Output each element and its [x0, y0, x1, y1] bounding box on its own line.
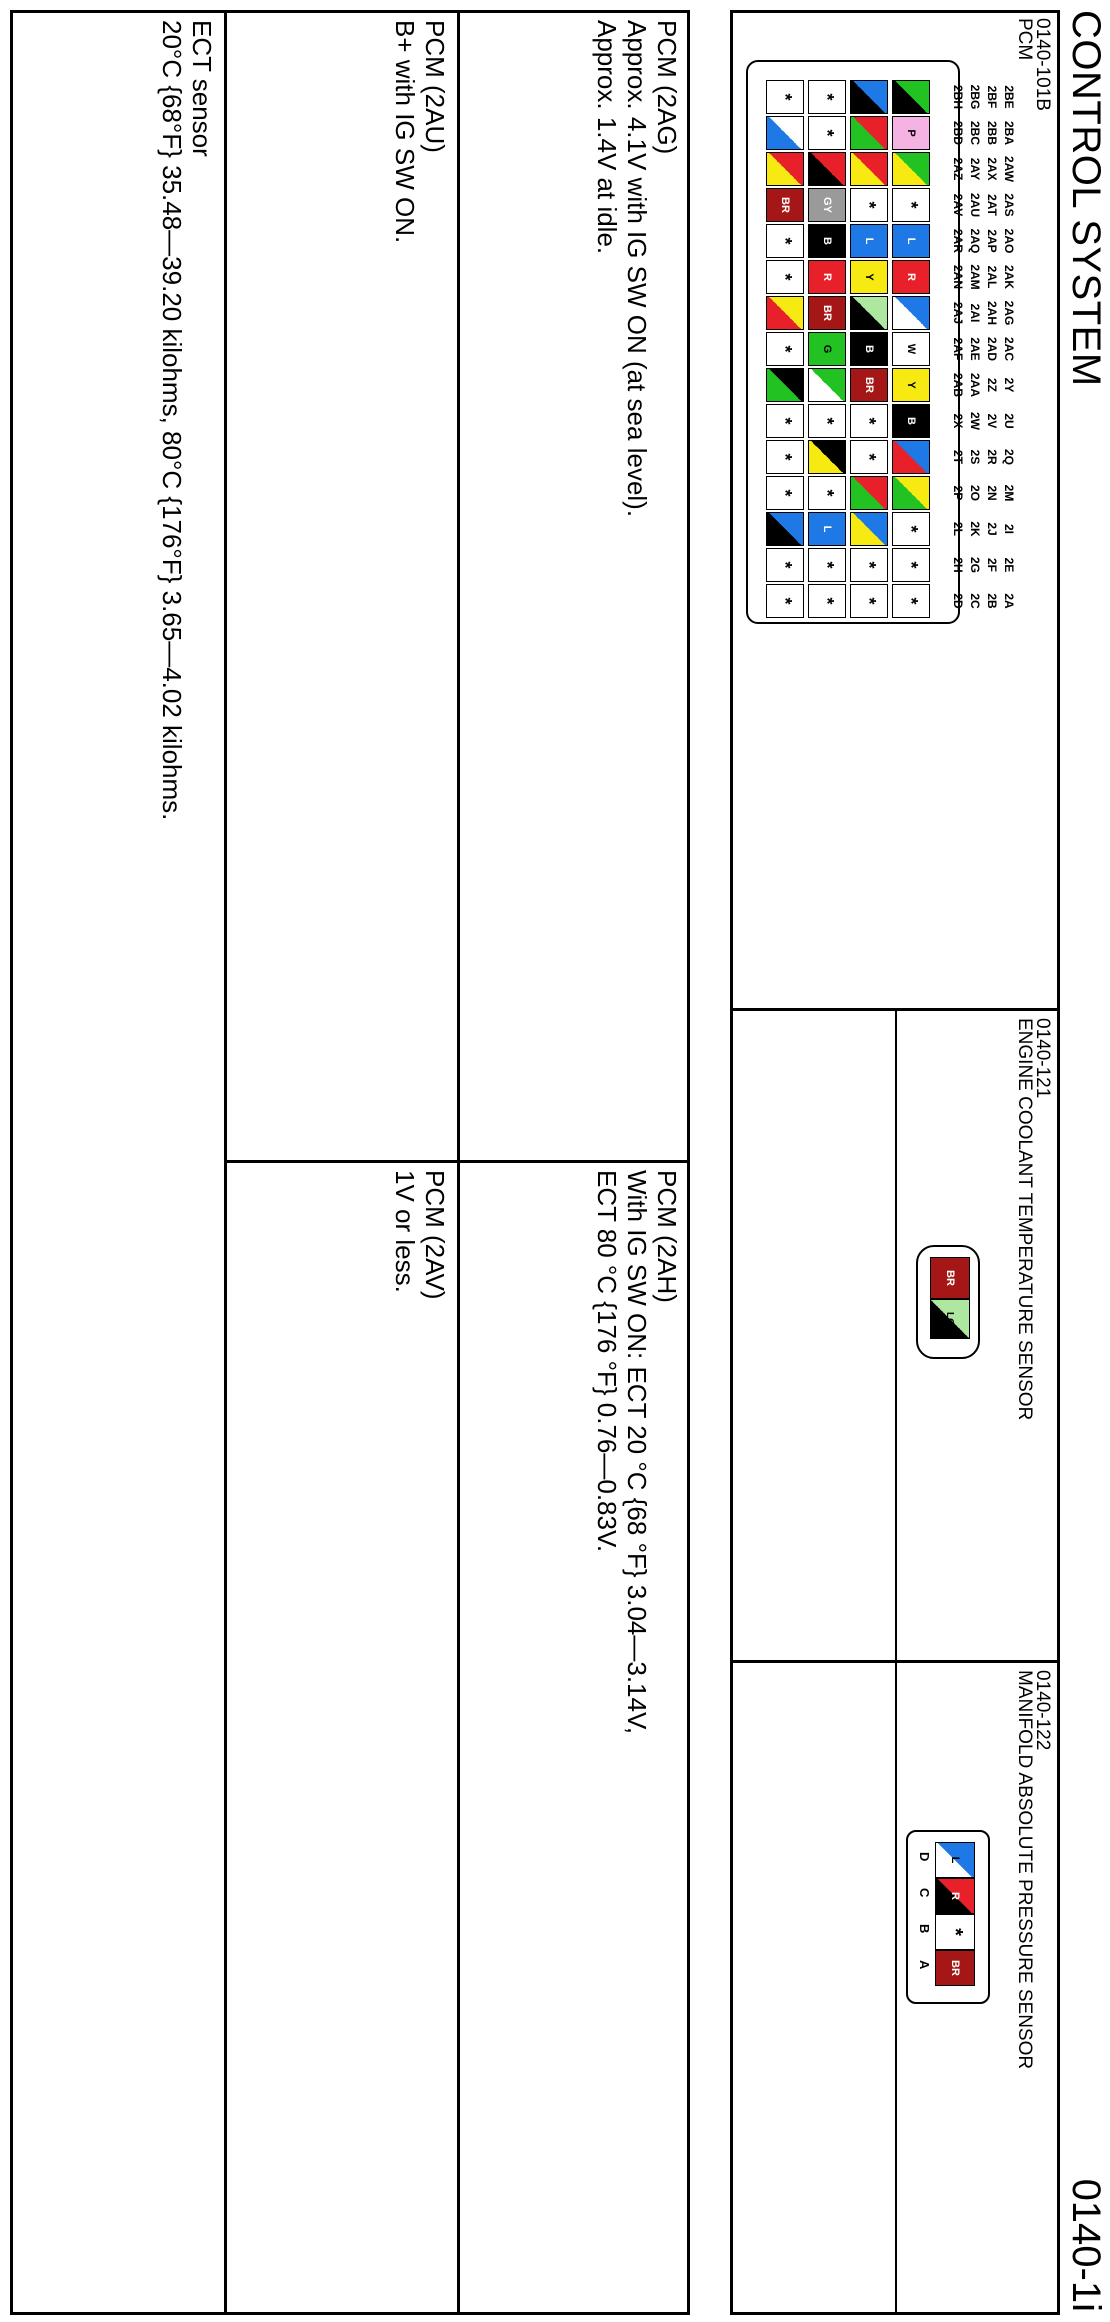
pin-label: 2Q: [1002, 448, 1016, 465]
map-pin-label-b: B: [917, 1924, 932, 1934]
spec-2ah-title: PCM (2AH): [652, 1170, 682, 1303]
pin-label: 2BC: [968, 120, 982, 145]
pin-cell: *: [892, 584, 930, 618]
pin-cell: *: [766, 404, 804, 438]
map-pin-label-a: A: [917, 1960, 932, 1970]
pin-cell: *: [850, 584, 888, 618]
spec-2ah-line1: With IG SW ON: ECT 20 °C {68 °F} 3.04—3.14V,: [622, 1170, 652, 1735]
map-wire-d: L: [935, 1842, 975, 1878]
map-wire-a: BR: [935, 1950, 975, 1986]
pin-cell: [850, 512, 888, 546]
pin-cell: *: [808, 584, 846, 618]
pin-label: 2Y: [1002, 377, 1016, 393]
pin-label: 2S: [968, 449, 982, 465]
pin-cell: [766, 296, 804, 330]
pin-cell: [808, 440, 846, 474]
pin-label: 2AM: [968, 264, 982, 290]
pin-cell: P: [892, 116, 930, 150]
pin-label: 2AS: [1002, 193, 1016, 217]
map-wire-b: *: [935, 1914, 975, 1950]
pin-label: 2AU: [968, 192, 982, 217]
pin-cell: [766, 512, 804, 546]
pin-label: 2D: [951, 593, 965, 609]
pin-cell: *: [850, 188, 888, 222]
pin-label: 2U: [1002, 413, 1016, 429]
connector-id: 0140-122: [1032, 1670, 1053, 1751]
spec-2au-line1: B+ with IG SW ON.: [390, 20, 420, 244]
pin-cell: [850, 80, 888, 114]
pin-cell: [892, 440, 930, 474]
pin-label: 2L: [951, 521, 965, 536]
pin-cell: Y: [892, 368, 930, 402]
pin-label: 2AP: [985, 229, 999, 253]
pin-cell: [766, 368, 804, 402]
pin-cell: [766, 116, 804, 150]
pin-label: 2B: [985, 593, 999, 609]
divider: [895, 1008, 897, 2315]
spec-2ah-line2: ECT 80 °C {176 °F} 0.76—0.83V.: [592, 1170, 622, 1553]
connector-id: 0140-121: [1032, 1018, 1053, 1099]
pin-cell: [892, 152, 930, 186]
page-title: CONTROL SYSTEM: [1064, 10, 1108, 387]
spec-ect-title: ECT sensor: [187, 20, 217, 157]
pin-label: 2BB: [985, 120, 999, 145]
pin-label: 2BH: [951, 84, 965, 109]
pin-cell: B: [850, 332, 888, 366]
pin-cell: *: [892, 512, 930, 546]
pin-cell: *: [808, 116, 846, 150]
ect-wire-br: BR: [930, 1257, 970, 1299]
pin-label: 2AR: [951, 228, 965, 253]
pin-label: 2AI: [968, 303, 982, 323]
map-pin-label-d: D: [917, 1852, 932, 1862]
spec-2av-title: PCM (2AV): [420, 1170, 450, 1300]
pin-label: 2O: [968, 484, 982, 501]
map-wire-c: R: [935, 1878, 975, 1914]
pin-label: 2AA: [968, 372, 982, 397]
pin-cell: *: [808, 404, 846, 438]
pin-label: 2M: [1002, 484, 1016, 502]
pin-cell: [766, 152, 804, 186]
pin-label: 2A: [1002, 593, 1016, 609]
spec-ect-line1: 20°C {68°F} 35.48—39.20 kilohms, 80°C {176°F} 3.65—4.02 kilohms.: [157, 20, 187, 821]
pin-cell: BR: [808, 296, 846, 330]
pin-cell: *: [766, 224, 804, 258]
pin-cell: *: [850, 548, 888, 582]
spec-2au-title: PCM (2AU): [420, 20, 450, 153]
pin-label: 2AJ: [951, 301, 965, 324]
pin-cell: *: [766, 332, 804, 366]
pin-label: 2AF: [951, 337, 965, 361]
pin-label: 2AE: [968, 337, 982, 361]
pin-cell: *: [766, 584, 804, 618]
pin-label: 2K: [968, 521, 982, 537]
spec-2av-line1: 1V or less.: [390, 1170, 420, 1293]
map-pin-label-c: C: [917, 1888, 932, 1898]
pin-label: 2AL: [985, 265, 999, 289]
pin-cell: *: [766, 548, 804, 582]
pin-label: 2G: [968, 556, 982, 573]
page-code: 0140-1i: [1064, 2178, 1108, 2312]
pin-label: 2AG: [1002, 300, 1016, 326]
pin-cell: [850, 476, 888, 510]
pin-label: 2T: [951, 449, 965, 464]
pin-label: 2C: [968, 593, 982, 609]
pin-cell: R: [808, 260, 846, 294]
pin-cell: *: [766, 476, 804, 510]
pin-cell: G: [808, 332, 846, 366]
pin-cell: W: [892, 332, 930, 366]
connector-name: ENGINE COOLANT TEMPERATURE SENSOR: [1014, 1018, 1035, 1421]
pin-cell: *: [766, 440, 804, 474]
spec-2ag-line2: Approx. 1.4V at idle.: [592, 20, 622, 255]
pin-label: 2N: [985, 485, 999, 501]
pin-cell: *: [850, 440, 888, 474]
connector-name: MANIFOLD ABSOLUTE PRESSURE SENSOR: [1014, 1670, 1035, 2070]
spec-2ag-line1: Approx. 4.1V with IG SW ON (at sea level).: [622, 20, 652, 518]
connector-name: PCM: [1014, 18, 1035, 61]
pin-cell: *: [892, 188, 930, 222]
pin-cell: [850, 152, 888, 186]
pin-cell: *: [850, 404, 888, 438]
pin-cell: [850, 116, 888, 150]
pin-label: 2AZ: [951, 157, 965, 181]
pin-label: 2BF: [985, 85, 999, 109]
pin-cell: *: [808, 80, 846, 114]
pin-cell: L: [892, 224, 930, 258]
pin-label: 2BD: [951, 120, 965, 145]
spec-2ag-title: PCM (2AG): [652, 20, 682, 155]
pin-label: 2AK: [1002, 264, 1016, 289]
pin-cell: [808, 368, 846, 402]
pin-cell: L: [808, 512, 846, 546]
pin-label: 2AC: [1002, 336, 1016, 361]
pin-label: 2AW: [1002, 155, 1016, 182]
pin-cell: Y: [850, 260, 888, 294]
pin-cell: [850, 296, 888, 330]
ect-wire-lg-b: LG: [930, 1299, 970, 1339]
pin-label: 2BE: [1002, 85, 1016, 109]
connector-id: 0140-101B: [1032, 18, 1053, 111]
pin-cell: *: [808, 548, 846, 582]
pin-cell: [892, 476, 930, 510]
pin-label: 2AD: [985, 336, 999, 361]
pin-cell: L: [850, 224, 888, 258]
pin-label: 2AQ: [968, 228, 982, 254]
pin-label: 2J: [985, 522, 999, 536]
pin-label: 2R: [985, 449, 999, 465]
pin-cell: *: [766, 80, 804, 114]
pin-cell: B: [808, 224, 846, 258]
pin-cell: *: [808, 476, 846, 510]
pin-label: 2AH: [985, 300, 999, 325]
pin-cell: BR: [766, 188, 804, 222]
pin-label: 2E: [1002, 557, 1016, 573]
pin-label: 2Z: [985, 377, 999, 392]
pin-cell: GY: [808, 188, 846, 222]
pin-cell: *: [766, 260, 804, 294]
pin-cell: [808, 152, 846, 186]
pin-label: 2AB: [951, 372, 965, 397]
pin-cell: [892, 80, 930, 114]
divider: [227, 1160, 690, 1163]
pin-label: 2AN: [951, 264, 965, 289]
pin-label: 2AX: [985, 157, 999, 181]
pin-label: 2P: [951, 485, 965, 501]
pin-label: 2AV: [951, 193, 965, 217]
pin-cell: [892, 296, 930, 330]
pin-label: 2AO: [1002, 228, 1016, 254]
pin-label: 2AT: [985, 194, 999, 216]
pin-label: 2I: [1002, 523, 1016, 534]
pin-cell: B: [892, 404, 930, 438]
pin-label: 2BA: [1002, 120, 1016, 145]
pin-cell: BR: [850, 368, 888, 402]
pin-cell: *: [892, 548, 930, 582]
pin-label: 2F: [985, 557, 999, 572]
pin-label: 2BG: [968, 84, 982, 110]
pin-label: 2AY: [968, 157, 982, 181]
pin-cell: R: [892, 260, 930, 294]
pin-label: 2X: [951, 413, 965, 429]
pin-label: 2W: [968, 412, 982, 430]
pin-label: 2H: [951, 557, 965, 573]
pin-label: 2V: [985, 413, 999, 429]
